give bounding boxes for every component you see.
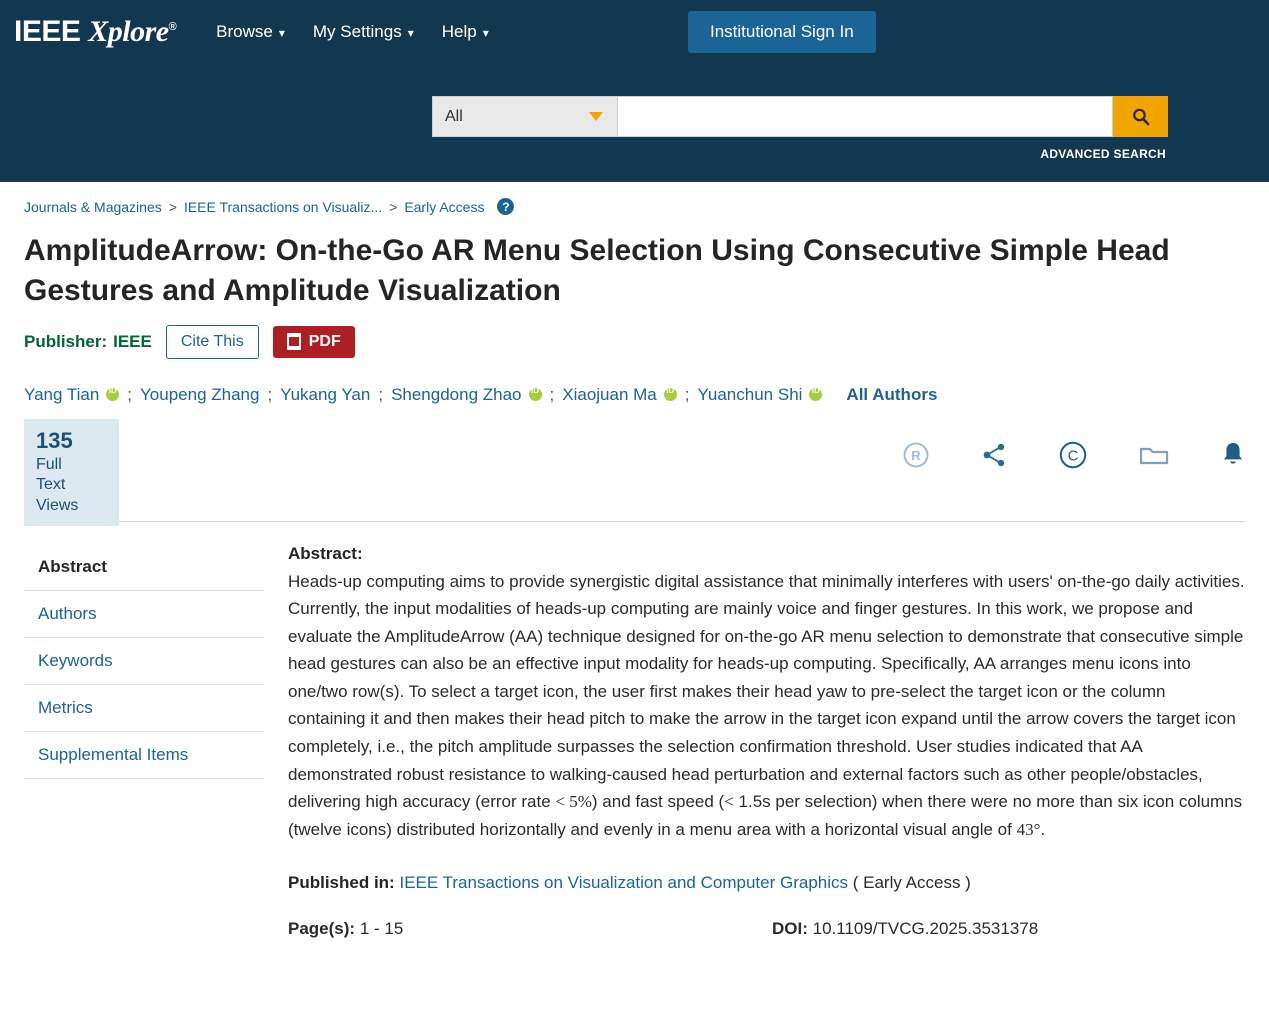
sidebar-item-keywords[interactable]: Keywords xyxy=(24,638,264,685)
author-link[interactable]: Yuanchun Shi xyxy=(697,384,803,404)
sidebar-item-authors[interactable]: Authors xyxy=(24,591,264,638)
search-bar xyxy=(432,96,1168,137)
orcid-icon[interactable] xyxy=(809,388,822,401)
ieee-xplore-logo[interactable] xyxy=(8,15,202,49)
author-link[interactable]: Yukang Yan xyxy=(280,384,371,404)
author-separator: ; xyxy=(684,384,690,404)
full-text-views-badge xyxy=(24,419,119,527)
sidebar-item-metrics[interactable]: Metrics xyxy=(24,685,264,732)
publisher-actions-row xyxy=(24,325,1269,359)
search-scope-value: All xyxy=(445,107,463,125)
nav-item-my-settings[interactable] xyxy=(299,16,428,48)
folder-icon[interactable] xyxy=(1139,443,1169,472)
nav-item-browse[interactable] xyxy=(202,16,299,48)
breadcrumb-item-journals[interactable]: Journals & Magazines xyxy=(24,198,162,215)
pages-field xyxy=(288,919,772,939)
publisher-name: IEEE xyxy=(113,331,152,351)
chevron-down-icon: ▾ xyxy=(278,26,285,40)
site-header xyxy=(0,0,1269,182)
nav-item-help[interactable] xyxy=(428,16,503,48)
share-icon[interactable] xyxy=(981,442,1007,473)
doi-field xyxy=(772,919,1038,939)
pdf-button[interactable] xyxy=(273,326,355,358)
all-authors-link[interactable]: All Authors xyxy=(846,384,938,404)
svg-text:R: R xyxy=(911,447,921,463)
orcid-icon[interactable] xyxy=(529,388,542,401)
author-link[interactable]: Yang Tian xyxy=(24,384,100,404)
author-link[interactable]: Xiaojuan Ma xyxy=(562,384,657,404)
abstract-heading: Abstract: xyxy=(288,543,363,563)
abstract-text xyxy=(288,568,1245,843)
pdf-file-icon xyxy=(287,333,301,350)
breadcrumb-separator: > xyxy=(389,198,398,215)
pdf-button-label: PDF xyxy=(308,332,341,350)
pages-value: 1 - 15 xyxy=(359,919,404,939)
full-text-views-label-line2: Text Views xyxy=(36,476,79,514)
breadcrumb-item-early-access[interactable]: Early Access xyxy=(404,198,485,215)
search-button[interactable] xyxy=(1113,96,1168,137)
page-title: AmplitudeArrow: On-the-Go AR Menu Selection Using Consecutive Simple Head Gestures and Amplitude Visualization xyxy=(24,234,1170,307)
remark-icon[interactable] xyxy=(903,442,929,473)
author-separator: ; xyxy=(549,384,555,404)
sidebar-item-supplemental-items[interactable]: Supplemental Items xyxy=(24,732,264,779)
publication-meta-row xyxy=(288,919,1245,939)
sidebar-item-abstract[interactable]: Abstract xyxy=(24,544,264,591)
journal-link[interactable]: IEEE Transactions on Visualization and Computer Graphics xyxy=(399,873,849,893)
logo-registered-mark: ® xyxy=(168,21,177,33)
search-icon xyxy=(1131,107,1151,127)
published-in-label: Published in: xyxy=(288,873,395,893)
author-link[interactable]: Youpeng Zhang xyxy=(140,384,260,404)
author-separator: ; xyxy=(378,384,384,404)
orcid-icon[interactable] xyxy=(106,388,119,401)
publisher-label-text: Publisher: xyxy=(24,331,108,351)
metrics-and-actions-row xyxy=(24,419,1245,514)
advanced-search-link[interactable]: ADVANCED SEARCH xyxy=(1040,147,1166,161)
abstract-part-2: ) and fast speed ( xyxy=(591,792,725,812)
chevron-down-icon: ▾ xyxy=(407,26,414,40)
breadcrumb-item-transactions[interactable]: IEEE Transactions on Visualiz... xyxy=(183,198,383,215)
abstract-math-speed: < xyxy=(724,792,734,812)
published-in-line xyxy=(288,873,1245,893)
breadcrumb xyxy=(0,182,1269,215)
logo-xplore: Xplore xyxy=(88,15,169,48)
pages-label: Page(s): xyxy=(288,919,356,939)
author-link[interactable]: Shengdong Zhao xyxy=(391,384,522,404)
nav-label-my-settings: My Settings xyxy=(312,22,402,41)
search-input[interactable] xyxy=(618,96,1113,137)
chevron-down-icon xyxy=(589,112,603,121)
institutional-sign-in-button[interactable]: Institutional Sign In xyxy=(688,11,876,53)
nav-label-help: Help xyxy=(441,22,477,41)
document-side-nav xyxy=(24,544,264,939)
full-text-views-count: 135 xyxy=(36,427,73,453)
logo-ieee: IEEE xyxy=(14,15,81,48)
authors-list xyxy=(24,385,1269,405)
abstract-section xyxy=(264,544,1245,939)
abstract-part-3: 1.5s per selection) when there were no more than six icon columns (twelve icons) distributed horizontally and evenly in a menu area with a horizontal visual angle of xyxy=(288,792,1243,839)
nav-label-browse: Browse xyxy=(216,22,273,41)
alerts-bell-icon[interactable] xyxy=(1221,441,1245,473)
full-text-views-label-line1: Full xyxy=(36,455,62,473)
copyright-icon[interactable] xyxy=(1059,441,1087,474)
publisher-label xyxy=(24,332,152,352)
abstract-math-angle: 43° xyxy=(1016,819,1041,839)
cite-this-button[interactable]: Cite This xyxy=(166,325,259,359)
abstract-math-error-rate: < 5% xyxy=(555,792,592,812)
abstract-part-4: . xyxy=(1040,819,1046,839)
document-action-icons xyxy=(903,441,1245,474)
document-body xyxy=(0,522,1269,939)
doi-label: DOI: xyxy=(772,919,808,939)
chevron-down-icon: ▾ xyxy=(482,26,489,40)
breadcrumb-separator: > xyxy=(168,198,177,215)
search-scope-select[interactable] xyxy=(432,96,618,137)
svg-text:C: C xyxy=(1067,447,1079,465)
orcid-icon[interactable] xyxy=(664,388,677,401)
abstract-part-1: Heads-up computing aims to provide synergistic digital assistance that minimally interferes with users' on-the-go daily activities. Currently, the input modalities of heads-up computing are mainly voice and finger gestures. In this work, we propose and evaluate the AmplitudeArrow (AA) technique designed for on-the-go AR menu selection to demonstrate that consecutive simple head gestures can also be an effective input modality for heads-up computing. Specifically, AA arranges menu icons into one/two row(s). To select a target icon, the user first makes their head yaw to pre-select the target icon or the column containing it and then makes their head pitch to make the arrow in the target icon expand until the arrow covers the target icon completely, i.e., the pitch amplitude surpasses the selection confirmation threshold. User studies indicated that AA demonstrated robust resistance to walking-caused head perturbation and external factors such as other people/obstacles, delivering high accuracy (error rate xyxy=(288,571,1245,812)
doi-link[interactable]: 10.1109/TVCG.2025.3531378 xyxy=(812,919,1039,939)
early-access-tag: ( Early Access ) xyxy=(852,873,971,893)
author-separator: ; xyxy=(127,384,133,404)
author-separator: ; xyxy=(267,384,273,404)
top-nav xyxy=(0,0,1269,64)
help-icon[interactable]: ? xyxy=(497,198,514,215)
